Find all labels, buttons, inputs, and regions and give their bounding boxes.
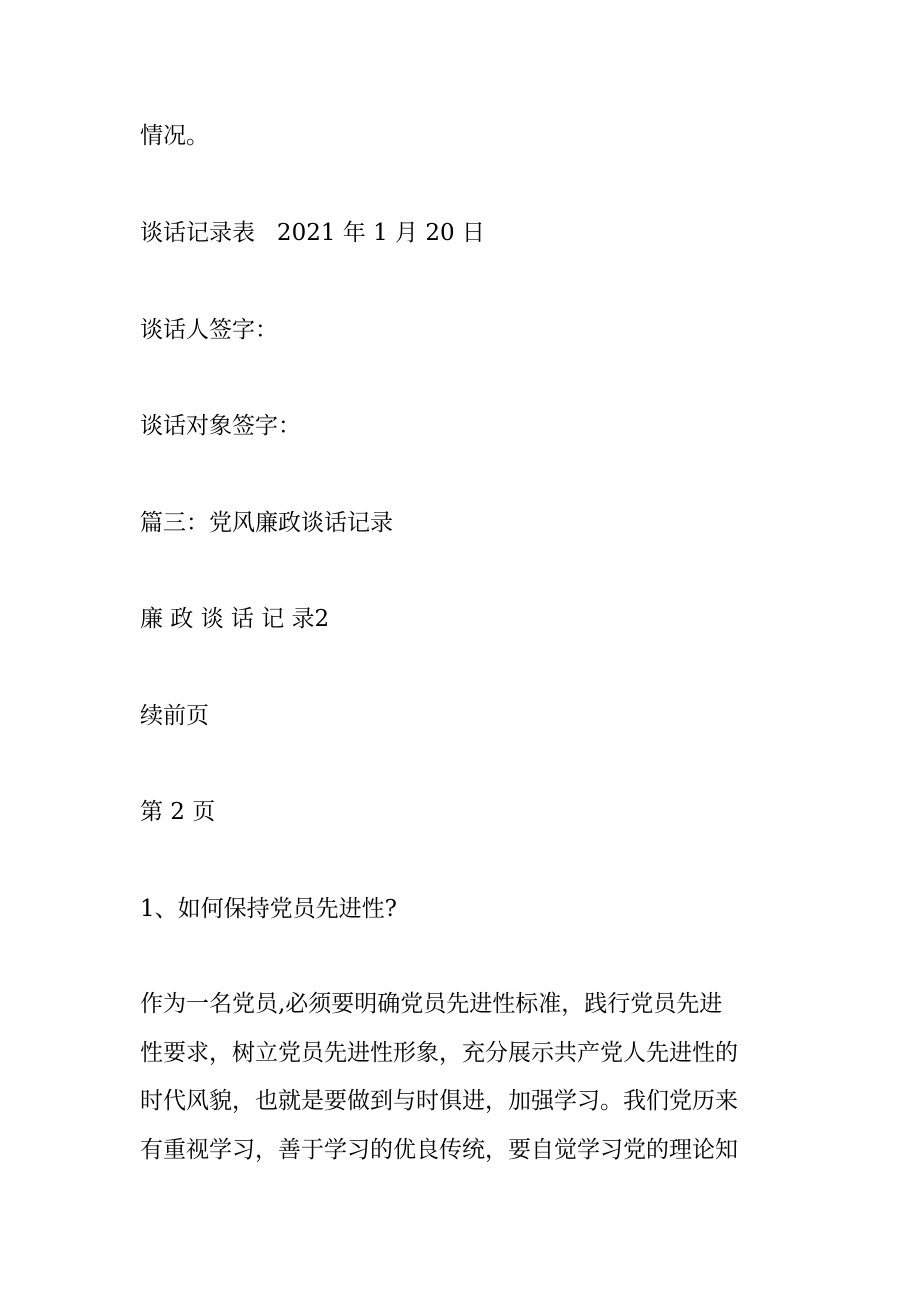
paragraph-line: 性要求，树立党员先进性形象，充分展示共产党人先进性的 <box>140 1039 738 1066</box>
paragraph-line: 有重视学习，善于学习的优良传统，要自觉学习党的理论知 <box>140 1136 738 1163</box>
paragraph-line: 作为一名党员,必须要明确党员先进性标准，践行党员先进 <box>140 991 723 1017</box>
interviewer-signature-label: 谈话人签字： <box>140 317 278 343</box>
interviewee-signature-label: 谈话对象签字： <box>140 413 301 439</box>
question-heading: 1、如何保持党员先进性? <box>140 896 397 922</box>
continued-label: 续前页 <box>140 703 209 729</box>
paragraph-line: 时代风貌，也就是要做到与时俱进，加强学习。我们党历来 <box>140 1088 738 1114</box>
record-title: 廉 政 谈 话 记 录2 <box>140 606 330 632</box>
page-number-label: 第 2 页 <box>140 799 216 825</box>
record-table-date-line: 谈话记录表 2021 年 1 月 20 日 <box>140 220 485 246</box>
answer-paragraph <box>140 980 784 1174</box>
text-line-situation: 情况。 <box>140 123 209 149</box>
section-heading-part-three: 篇三：党风廉政谈话记录 <box>140 510 393 536</box>
